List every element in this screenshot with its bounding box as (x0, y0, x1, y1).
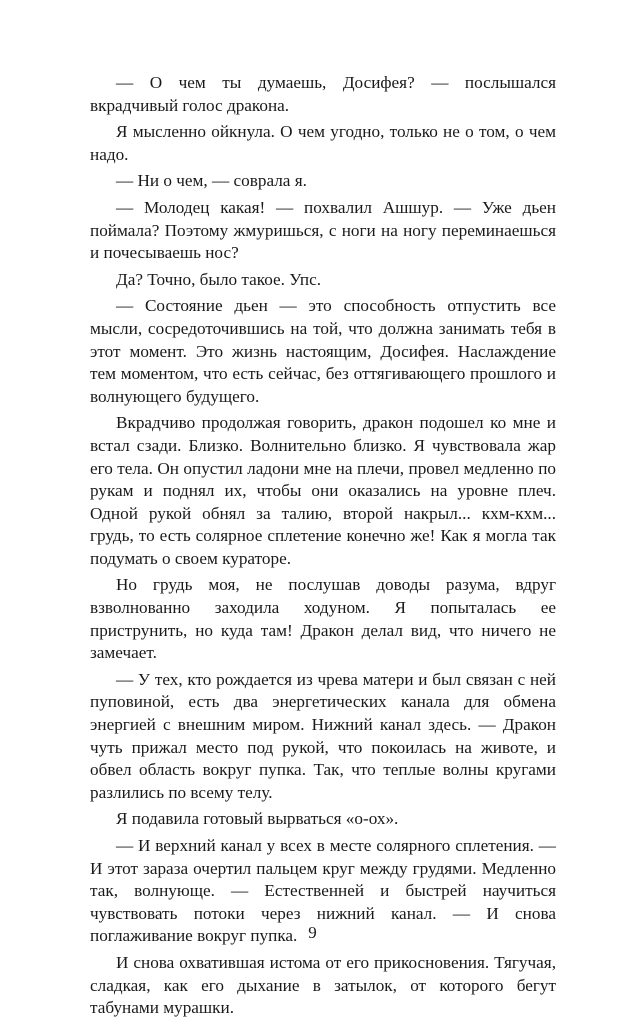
paragraph: — Молодец какая! — похвалил Ашшур. — Уже дьен поймала? Поэтому жмуришься, с ноги на ногу переминаешься и почесываешь нос? (90, 197, 556, 263)
body-text (90, 72, 556, 1024)
paragraph: Я подавила готовый вырваться «о-ох». (116, 809, 399, 829)
paragraph: Да? Точно, было такое. Упс. (116, 269, 322, 289)
paragraph: Вкрадчиво продолжая говорить, дракон подошел ко мне и встал сзади. Близко. Волнительно близко. Я чувствовала жар его тела. Он опустил ладони мне на плечи, провел медленно по рукам и поднял их, чтобы они оказались на уровне плеч. Одной рукой обнял за талию, второй накрыл... кхм-кхм... грудь, то есть солярное сплетение конечно же! Как я могла так подумать о своем кураторе. (90, 413, 556, 568)
paragraph: Но грудь моя, не послушав доводы разума, вдруг взволнованно заходила ходуном. Я попыталась ее приструнить, но куда там! Дракон делал вид, что ничего не замечает. (90, 575, 556, 663)
paragraph: Я мысленно ойкнула. О чем угодно, только не о том, о чем надо. (90, 122, 556, 164)
paragraph: — И верхний канал у всех в месте солярного сплетения. — И этот зараза очертил пальцем круг между грудями. Медленно так, волнующе. — Естественней и быстрей научиться чувствовать потоки через нижний канал. — И снова поглаживание вокруг пупка. (90, 836, 556, 946)
paragraph: — О чем ты думаешь, Досифея? — послышался вкрадчивый голос дракона. (90, 73, 556, 115)
paragraph: — Состояние дьен — это способность отпустить все мысли, сосредоточившись на той, что должна занимать тебя в этот момент. Это жизнь настоящим, Досифея. Наслаждение тем моментом, что есть сейчас, без оттягивающего прошлого и волнующего будущего. (90, 296, 556, 406)
page-number: 9 (308, 923, 317, 942)
paragraph: И снова охватившая истома от его прикосновения. Тягучая, сладкая, как его дыхание в затылок, от которого бегут табунами мурашки. (90, 952, 556, 1018)
paragraph: — У тех, кто рождается из чрева матери и был связан с ней пуповиной, есть два энергетических канала для обмена энергией с внешним миром. Нижний канал здесь. — Дракон чуть прижал место под рукой, что покоилась на животе, и обвел область вокруг пупка. Так, что теплые волны кругами разлились по всему телу. (90, 669, 556, 802)
paragraph: — Ни о чем, — соврала я. (116, 171, 307, 191)
